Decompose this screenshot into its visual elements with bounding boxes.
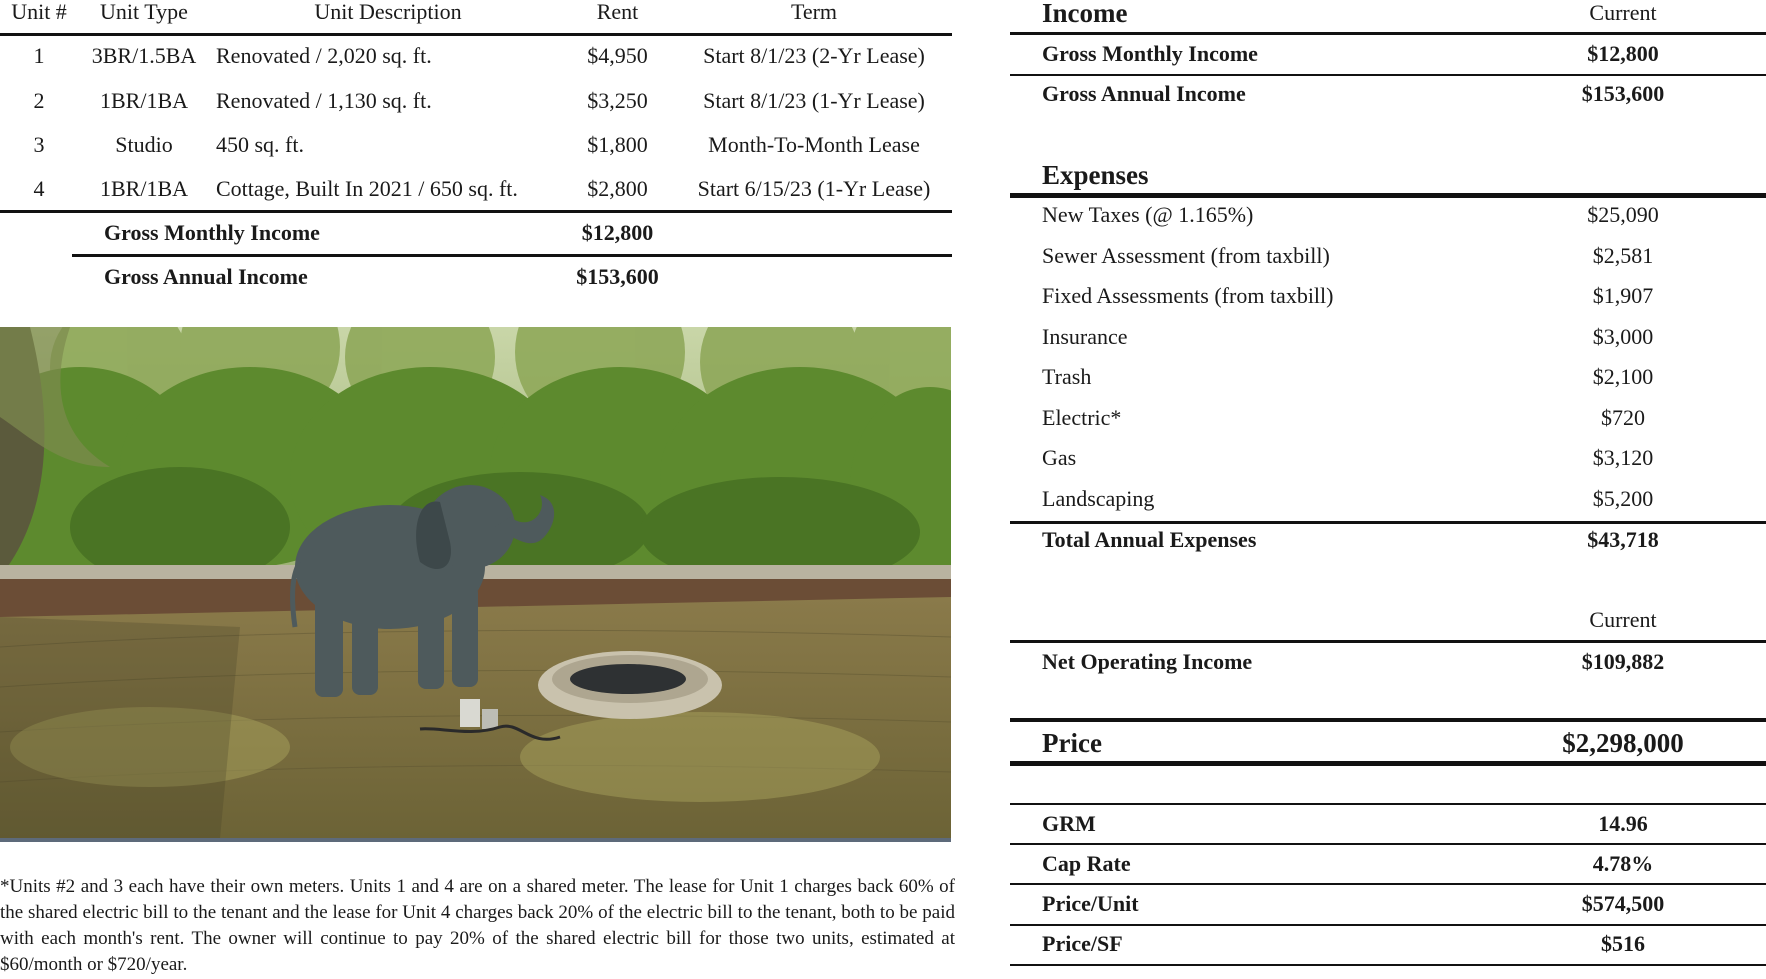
noi-column-current: Current <box>1589 607 1657 632</box>
expense-value: $2,581 <box>1592 243 1654 268</box>
total-row-monthly <box>0 218 952 248</box>
noi-row <box>1010 646 1766 678</box>
income-row <box>1010 38 1766 70</box>
unit-number: 1 <box>33 43 45 68</box>
metric-value: $516 <box>1601 931 1645 956</box>
unit-number: 4 <box>33 176 45 201</box>
expenses-header-rule <box>1010 193 1766 198</box>
income-row <box>1010 78 1766 110</box>
expense-label: Fixed Assessments (from taxbill) <box>1042 283 1334 308</box>
metric-value: 14.96 <box>1598 811 1648 836</box>
metric-value: $574,500 <box>1581 891 1665 916</box>
price-row <box>1010 725 1766 761</box>
income-header <box>1010 0 1766 29</box>
rows-bottom-rule <box>0 210 952 213</box>
expense-row <box>1010 199 1766 231</box>
expenses-total-row <box>1010 524 1766 556</box>
metric-row <box>1010 808 1766 840</box>
unit-rent: $1,800 <box>587 132 648 157</box>
unit-type: Studio <box>115 132 173 157</box>
table-row <box>0 174 952 204</box>
expense-row <box>1010 483 1766 515</box>
expense-label: Sewer Assessment (from taxbill) <box>1042 243 1330 268</box>
expense-row <box>1010 442 1766 474</box>
metric-value: 4.78% <box>1592 851 1654 876</box>
expenses-header <box>1010 159 1766 191</box>
expense-value: $1,907 <box>1592 283 1654 308</box>
expense-row <box>1010 321 1766 353</box>
income-title: Income <box>1042 0 1128 28</box>
unit-type: 1BR/1BA <box>99 176 189 201</box>
expense-row <box>1010 361 1766 393</box>
metric-rule <box>1010 843 1766 845</box>
unit-type: 1BR/1BA <box>99 88 189 113</box>
expense-label: Trash <box>1042 364 1092 389</box>
total-row-annual <box>0 262 952 292</box>
income-label: Gross Monthly Income <box>1042 41 1258 66</box>
expense-value: $3,120 <box>1592 445 1654 470</box>
price-value: $2,298,000 <box>1562 728 1684 758</box>
income-row-rule <box>1010 74 1766 76</box>
expense-label: Landscaping <box>1042 486 1155 511</box>
unit-description: Renovated / 1,130 sq. ft. <box>216 88 432 113</box>
expense-row <box>1010 402 1766 434</box>
unit-term: Start 8/1/23 (1-Yr Lease) <box>703 88 925 113</box>
unit-rent: $4,950 <box>587 43 648 68</box>
unit-description: Cottage, Built In 2021 / 650 sq. ft. <box>216 176 518 201</box>
unit-type: 3BR/1.5BA <box>91 43 197 68</box>
table-row <box>0 86 952 116</box>
unit-description: 450 sq. ft. <box>216 132 304 157</box>
unit-number: 2 <box>33 88 45 113</box>
metric-label: GRM <box>1042 811 1096 836</box>
metric-rule <box>1010 924 1766 926</box>
total-value: $153,600 <box>576 264 659 289</box>
expense-row <box>1010 240 1766 272</box>
price-top-rule <box>1010 718 1766 722</box>
expense-value: $720 <box>1601 405 1645 430</box>
expense-value: $3,000 <box>1592 324 1654 349</box>
expenses-title: Expenses <box>1042 160 1149 190</box>
metrics-bottom-rule <box>1010 964 1766 966</box>
unit-number: 3 <box>33 132 45 157</box>
total-label: Gross Monthly Income <box>104 220 320 245</box>
totals-rule <box>72 254 952 257</box>
table-row <box>0 130 952 160</box>
expense-label: Electric* <box>1042 405 1122 430</box>
expense-value: $2,100 <box>1592 364 1654 389</box>
garden-elephant-illustration <box>0 327 951 838</box>
electric-footnote: *Units #2 and 3 each have their own meters. Units 1 and 4 are on a shared meter. The lease for Unit 1 charges back 60% of the shared electric bill to the tenant and the lease for Unit 4 charges back 20% of the electric bill to the tenant, both to be paid with each month's rent. The owner will continue to pay 20% of the shared electric bill for those two units, estimated at $60/month or $720/year. <box>0 876 955 975</box>
expense-value: $25,090 <box>1587 202 1659 227</box>
header-rent: Rent <box>596 0 639 24</box>
expense-label: Insurance <box>1042 324 1128 349</box>
unit-rent: $3,250 <box>587 88 648 113</box>
noi-label: Net Operating Income <box>1042 649 1253 674</box>
metric-row <box>1010 928 1766 960</box>
income-value: $12,800 <box>1587 41 1659 66</box>
noi-rule <box>1010 640 1766 643</box>
unit-term: Start 6/15/23 (1-Yr Lease) <box>697 176 931 201</box>
unit-term: Month-To-Month Lease <box>708 132 920 157</box>
header-unit-description: Unit Description <box>314 0 462 24</box>
total-value: $12,800 <box>581 220 654 245</box>
unit-description: Renovated / 2,020 sq. ft. <box>216 43 432 68</box>
unit-rent: $2,800 <box>587 176 648 201</box>
header-rule <box>0 33 952 36</box>
income-label: Gross Annual Income <box>1042 81 1246 106</box>
income-column-current: Current <box>1589 0 1657 25</box>
rent-roll-header <box>0 0 952 27</box>
metric-label: Cap Rate <box>1042 851 1131 876</box>
expense-value: $5,200 <box>1592 486 1654 511</box>
header-unit-type: Unit Type <box>100 0 188 24</box>
header-unit: Unit # <box>11 0 67 24</box>
header-term: Term <box>790 0 838 24</box>
total-label: Gross Annual Income <box>104 264 308 289</box>
property-photo <box>0 327 951 842</box>
expense-label: New Taxes (@ 1.165%) <box>1042 202 1254 227</box>
metric-label: Price/SF <box>1042 931 1123 956</box>
price-label: Price <box>1042 728 1102 758</box>
noi-value: $109,882 <box>1581 649 1665 674</box>
price-bottom-rule <box>1010 761 1766 766</box>
metrics-top-rule <box>1010 803 1766 805</box>
metric-row <box>1010 888 1766 920</box>
table-row <box>0 41 952 71</box>
expense-row <box>1010 280 1766 312</box>
expenses-total-value: $43,718 <box>1587 527 1659 552</box>
metric-row <box>1010 848 1766 880</box>
metric-rule <box>1010 883 1766 885</box>
noi-header <box>1010 604 1766 636</box>
income-value: $153,600 <box>1581 81 1665 106</box>
unit-term: Start 8/1/23 (2-Yr Lease) <box>703 43 925 68</box>
income-header-rule <box>1010 32 1766 35</box>
expenses-total-label: Total Annual Expenses <box>1042 527 1257 552</box>
metric-label: Price/Unit <box>1042 891 1139 916</box>
expense-label: Gas <box>1042 445 1077 470</box>
